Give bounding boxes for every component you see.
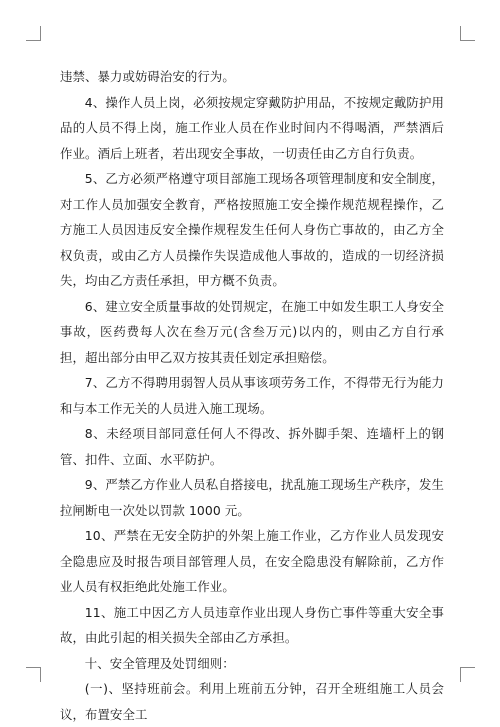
paragraph-clause-9: 9、严禁乙方作业人员私自搭接电，扰乱施工现场生产秩序，发生拉闸断电一次处以罚款 1000 元。 [60,477,444,518]
crop-mark-bottom-right [460,667,475,682]
document-body [60,64,444,727]
paragraph-subclause-1: (一)、坚持班前会。利用上班前五分钟，召开全班组施工人员会议，布置安全工 [60,681,444,722]
paragraph-clause-8: 8、未经项目部同意任何人不得改、拆外脚手架、连墙杆上的钢管、扣件、立面、水平防护。 [60,426,444,467]
crop-mark-top-right [460,26,475,41]
section-heading-safety-rules: 十、安全管理及处罚细则： [84,655,235,671]
paragraph-clause-11: 11、施工中因乙方人员违章作业出现人身伤亡事件等重大安全事故，由此引起的相关损失全部由乙方承担。 [60,604,444,645]
paragraph-clause-5: 5、乙方必须严格遵守项目部施工现场各项管理制度和安全制度，对工作人员加强安全教育，严格按照施工安全操作规范规程操作，乙方施工人员因违反安全操作规程发生任何人身伤亡事故的，由乙方全权负责，或由乙方人员操作失误造成他人事故的，造成的一切经济损失，均由乙方责任承担，甲方概不负责。 [60,171,444,288]
paragraph-0: 违禁、暴力或妨碍治安的行为。 [60,69,235,84]
paragraph-clause-10: 10、严禁在无安全防护的外架上施工作业，乙方作业人员发现安全隐患应及时报告项目部管理人员，在安全隐患没有解除前，乙方作业人员有权拒绝此处施工作业。 [60,528,444,594]
crop-mark-top-left [26,26,41,41]
crop-mark-bottom-left [26,667,41,682]
paragraph-clause-4: 4、操作人员上岗，必须按规定穿戴防护用品，不按规定戴防护用品的人员不得上岗，施工作业人员在作业时间内不得喝酒，严禁酒后作业。酒后上班者，若出现安全事故，一切责任由乙方自行负责。 [60,94,444,161]
paragraph-clause-6: 6、建立安全质量事故的处罚规定，在施工中如发生职工人身安全事故，医药费每人次在叁万元(含叁万元)以内的，则由乙方自行承担，超出部分由甲乙双方按其责任划定承担赔偿。 [60,298,444,365]
paragraph-clause-7: 7、乙方不得聘用弱智人员从事该项劳务工作，不得带无行为能力和与本工作无关的人员进入施工现场。 [60,375,444,416]
